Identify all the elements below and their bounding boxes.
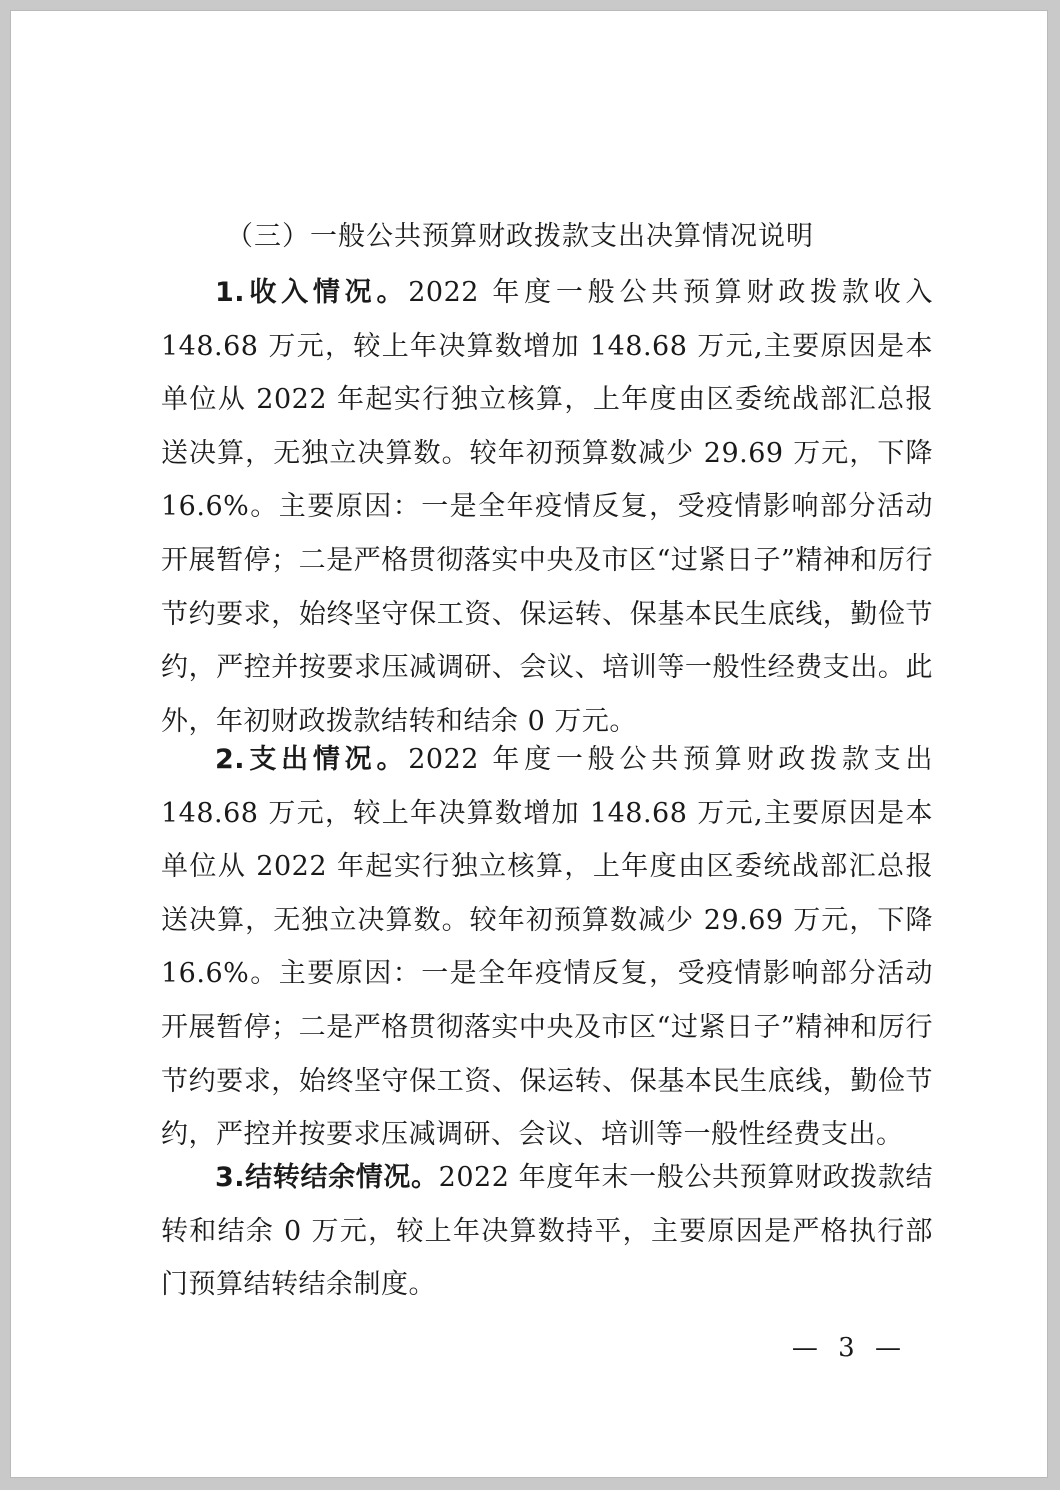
paragraph-carryover xyxy=(161,1151,933,1312)
paragraph-lead-carryover: 3.结转结余情况。 xyxy=(215,1162,439,1193)
paragraph-body-income: 2022 年度一般公共预算财政拨款收入 148.68 万元，较上年决算数增加 148.68 万元,主要原因是本单位从 2022 年起实行独立核算，上年度由区委统战部汇总报送决算，无独立决算数。较年初预算数减少 29.69 万元，下降 16.6%。主要原因：一是全年疫情反复，受疫情影响部分活动开展暂停；二是严格贯彻落实中央及市区“过紧日子”精神和厉行节约要求，始终坚守保工资、保运转、保基本民生底线，勤俭节约，严控并按要求压减调研、会议、培训等一般性经费支出。此外，年初财政拨款结转和结余 0 万元。 xyxy=(161,277,934,737)
paragraph-expenditure xyxy=(161,733,933,1162)
section-heading: （三）一般公共预算财政拨款支出决算情况说明 xyxy=(226,221,814,252)
document-page xyxy=(10,10,1048,1478)
paragraph-lead-income: 1.收入情况。 xyxy=(215,277,409,308)
paragraph-body-expenditure: 2022 年度一般公共预算财政拨款支出 148.68 万元，较上年决算数增加 148.68 万元,主要原因是本单位从 2022 年起实行独立核算，上年度由区委统战部汇总报送决算，无独立决算数。较年初预算数减少 29.69 万元，下降 16.6%。主要原因：一是全年疫情反复，受疫情影响部分活动开展暂停；二是严格贯彻落实中央及市区“过紧日子”精神和厉行节约要求，始终坚守保工资、保运转、保基本民生底线，勤俭节约，严控并按要求压减调研、会议、培训等一般性经费支出。 xyxy=(161,744,934,1151)
paragraph-body-carryover: 2022 年度年末一般公共预算财政拨款结转和结余 0 万元，较上年决算数持平，主要原因是严格执行部门预算结转结余制度。 xyxy=(161,1162,934,1301)
paragraph-income xyxy=(161,266,933,748)
page-number: — 3 — xyxy=(791,1333,907,1363)
paragraph-lead-expenditure: 2.支出情况。 xyxy=(215,744,409,775)
